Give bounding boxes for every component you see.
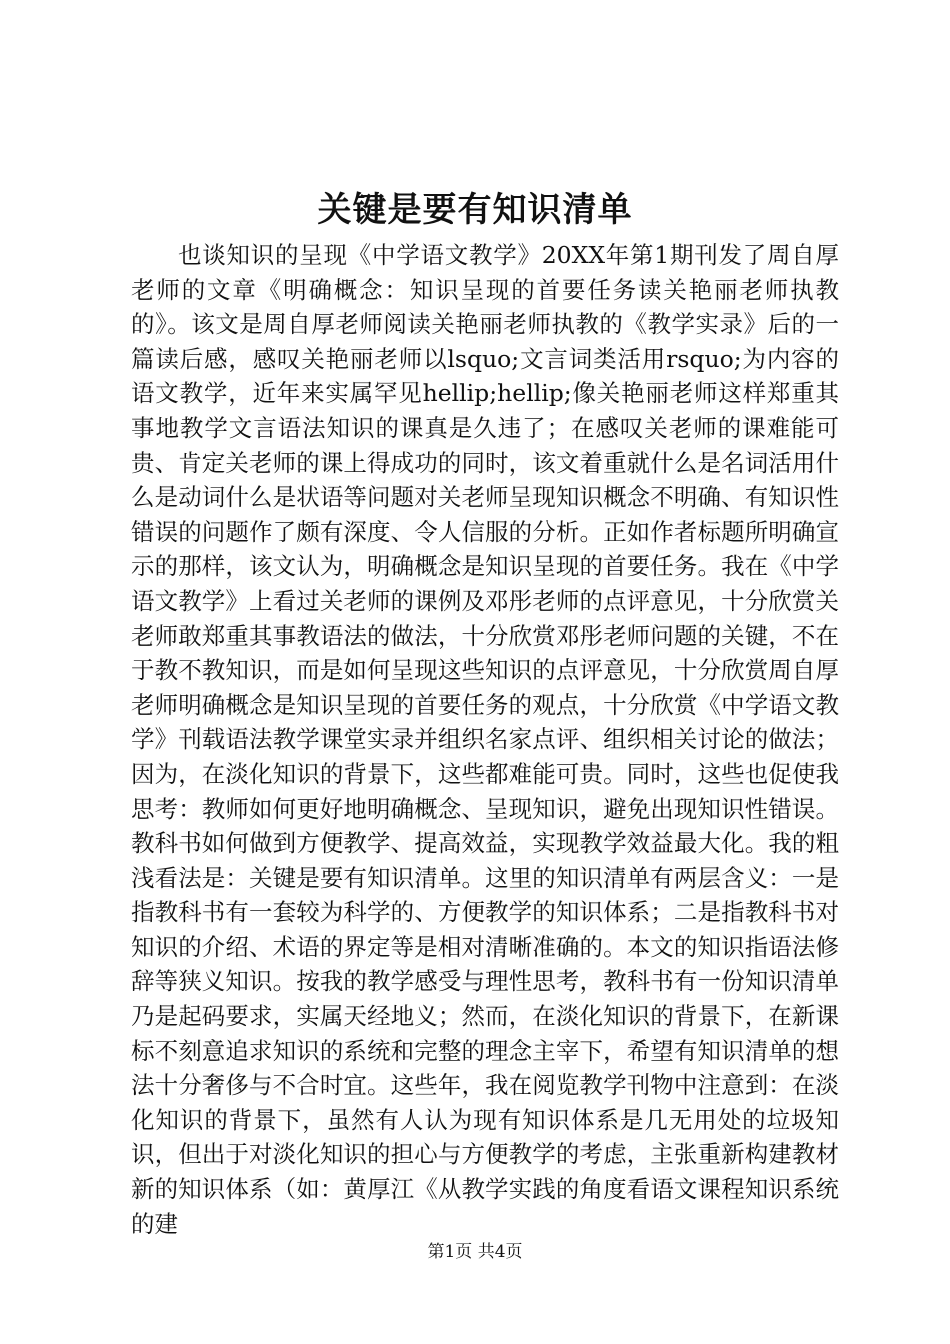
document-title: 关键是要有知识清单: [317, 190, 633, 230]
document-body-paragraph: 也谈知识的呈现《中学语文教学》20XX年第1期刊发了周自厚老师的文章《明确概念：知识呈现的首要任务读关艳丽老师执教的》。该文是周自厚老师阅读关艳丽老师执教的《教学实录》后的一篇读后感，感叹关艳丽老师以lsquo;文言词类活用rsquo;为内容的语文教学，近年来实属罕见hellip;hellip;像关艳丽老师这样郑重其事地教学文言语法知识的课真是久违了；在感叹关老师的课难能可贵、肯定关老师的课上得成功的同时，该文着重就什么是名词活用什么是动词什么是状语等问题对关老师呈现知识概念不明确、有知识性错误的问题作了颇有深度、令人信服的分析。正如作者标题所明确宣示的那样，该文认为，明确概念是知识呈现的首要任务。我在《中学语文教学》上看过关老师的课例及邓彤老师的点评意见，十分欣赏关老师敢郑重其事教语法的做法，十分欣赏邓彤老师问题的关键，不在于教不教知识，而是如何呈现这些知识的点评意见，十分欣赏周自厚老师明确概念是知识呈现的首要任务的观点，十分欣赏《中学语文教学》刊载语法教学课堂实录并组织名家点评、组织相关讨论的做法；因为，在淡化知识的背景下，这些都难能可贵。同时，这些也促使我思考：教师如何更好地明确概念、呈现知识，避免出现知识性错误。教科书如何做到方便教学、提高效益，实现教学效益最大化。我的粗浅看法是：关键是要有知识清单。这里的知识清单有两层含义：一是指教科书有一套较为科学的、方便教学的知识体系；二是指教科书对知识的介绍、术语的界定等是相对清晰准确的。本文的知识指语法修辞等狭义知识。按我的教学感受与理性思考，教科书有一份知识清单乃是起码要求，实属天经地义；然而，在淡化知识的背景下，在新课标不刻意追求知识的系统和完整的理念主宰下，希望有知识清单的想法十分奢侈与不合时宜。这些年，我在阅览教学刊物中注意到：在淡化知识的背景下，虽然有人认为现有知识体系是几无用处的垃圾知识，但出于对淡化知识的担心与方便教学的考虑，主张重新构建教材新的知识体系（如：黄厚江《从教学实践的角度看语文课程知识系统的建: [131, 241, 839, 1238]
page-number-footer: 第1页 共4页: [427, 1242, 523, 1262]
